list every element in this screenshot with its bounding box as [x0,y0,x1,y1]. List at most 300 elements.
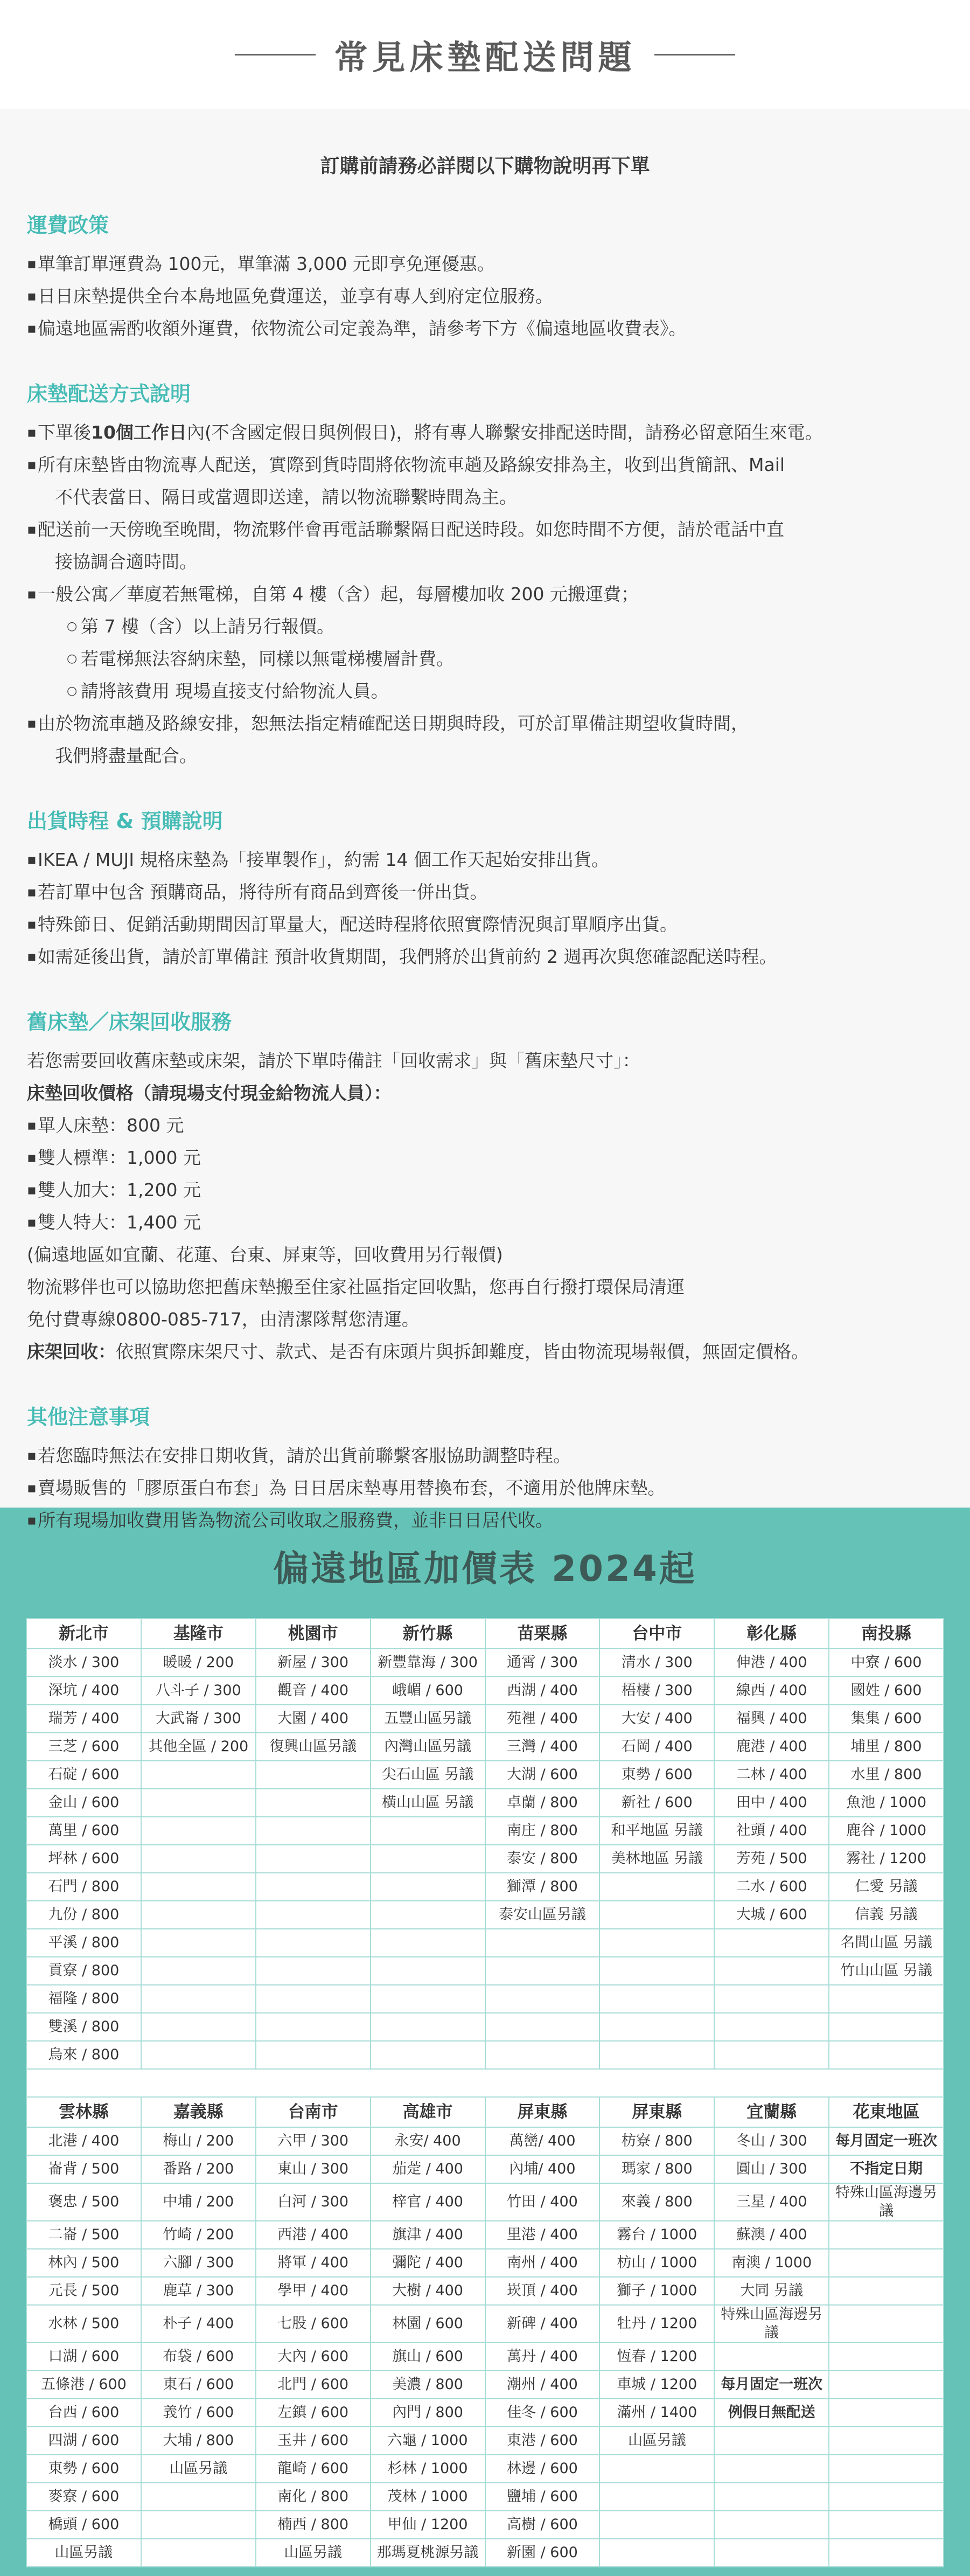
table-cell: 北門 / 600 [256,2371,371,2399]
table-cell [485,1929,600,1957]
table-cell: 大樹 / 400 [371,2277,485,2305]
table-spacer-row [26,2069,944,2097]
table-cell [829,2041,944,2069]
table-cell: 蘇澳 / 400 [714,2221,829,2249]
table-cell: 二水 / 600 [714,1873,829,1901]
table-cell: 南州 / 400 [485,2249,600,2277]
table-cell [599,2013,714,2041]
table-cell: 車城 / 1200 [599,2371,714,2399]
table-row [26,2127,944,2155]
table-cell: 名間山區 另議 [829,1929,944,1957]
intro-notice: 訂購前請務必詳閱以下購物說明再下單 [320,155,650,177]
table-cell [256,1873,371,1901]
table-cell [714,1929,829,1957]
table-cell [829,1985,944,2013]
table-cell [829,2343,944,2371]
table-cell: 東港 / 600 [485,2427,600,2455]
table-cell: 林內 / 500 [26,2249,141,2277]
table-cell: 國姓 / 600 [829,1677,944,1705]
table-cell [141,2041,256,2069]
table-cell: 大武崙 / 300 [141,1705,256,1733]
table-cell: 清水 / 300 [599,1649,714,1677]
table-cell: 永安/ 400 [371,2127,485,2155]
table-cell [371,1901,485,1929]
table-cell: 三灣 / 400 [485,1733,600,1761]
table-row [26,2455,944,2483]
table-cell [141,1985,256,2013]
table-cell [141,2013,256,2041]
region-header: 台中市 [599,1619,714,1649]
table-cell: 三星 / 400 [714,2183,829,2221]
table-cell: 大城 / 600 [714,1901,829,1929]
table-cell: 芳苑 / 500 [714,1845,829,1873]
table-cell: 玉井 / 600 [256,2427,371,2455]
table-cell: 麥寮 / 600 [26,2483,141,2511]
table-cell: 茂林 / 1000 [371,2483,485,2511]
table-cell [141,1957,256,1985]
table-row [26,1705,944,1733]
list-item: ▪ 賣場販售的「膠原蛋白布套」為 日日居床墊專用替換布套，不適用於他牌床墊。 [27,1472,943,1504]
table-cell: 五條港 / 600 [26,2371,141,2399]
region-header: 彰化縣 [714,1619,829,1649]
table-cell [829,2511,944,2539]
table-cell [256,1789,371,1817]
page-title: 常見床墊配送問題 [334,37,636,77]
page-header [0,0,970,109]
region-header: 屏東縣 [485,2097,600,2127]
table-cell: 水林 / 500 [26,2305,141,2343]
table-cell: 大安 / 400 [599,1705,714,1733]
table-cell [371,1985,485,2013]
delivery-section [27,377,943,772]
table-cell [714,1985,829,2013]
table-row [26,2539,944,2567]
table-cell [256,1761,371,1789]
table-row [26,2013,944,2041]
table-cell [371,1873,485,1901]
list-item [27,416,943,449]
remote-area-rate-section [0,1508,970,2576]
recycle-note-hotline: 免付費專線0800-085-717，由清潔隊幫您清運。 [27,1309,420,1330]
table-cell: 西湖 / 400 [485,1677,600,1705]
table-cell [371,2041,485,2069]
recycle-title: 舊床墊／床架回收服務 [27,1010,232,1034]
table-cell [141,2511,256,2539]
table-cell: 三芝 / 600 [26,1733,141,1761]
region-header: 桃園市 [256,1619,371,1649]
table-cell: 鹿港 / 400 [714,1733,829,1761]
table-row [26,1873,944,1901]
table-cell: 竹田 / 400 [485,2183,600,2221]
table-cell [256,1929,371,1957]
table-row [26,2511,944,2539]
table-cell [256,1957,371,1985]
list-item: ▪ 所有床墊皆由物流專人配送，實際到貨時間將依物流車趟及路線安排為主，收到出貨簡訊、Mail [27,449,943,481]
table-cell: 白河 / 300 [256,2183,371,2221]
others-section [27,1400,943,1537]
table-cell: 九份 / 800 [26,1901,141,1929]
list-item: ▪ 單筆訂單運費為 100元，單筆滿 3,000 元即享免運優惠。 [27,248,943,280]
region-header: 台南市 [256,2097,371,2127]
table-cell: 通霄 / 300 [485,1649,600,1677]
table-cell: 冬山 / 300 [714,2127,829,2155]
table-cell [714,2041,829,2069]
table-row [26,2371,944,2399]
recycle-note-community: 物流夥伴也可以協助您把舊床墊搬至住家社區指定回收點，您再自行撥打環保局清運 [27,1276,685,1297]
table-cell [829,2539,944,2567]
rate-table-title: 偏遠地區加價表 2024起 [273,1548,697,1589]
table-cell [714,2455,829,2483]
recycle-section [27,1005,943,1368]
table-cell: 新社 / 600 [599,1789,714,1817]
table-cell: 特殊山區海邊另議 [829,2183,944,2221]
table-row [26,1761,944,1789]
table-cell: 口湖 / 600 [26,2343,141,2371]
table-row [26,2427,944,2455]
table-cell: 水里 / 800 [829,1761,944,1789]
table-cell [599,2455,714,2483]
shipping-policy-list [27,248,943,345]
table-cell: 佳冬 / 600 [485,2399,600,2427]
table-cell [371,1957,485,1985]
table-cell: 褒忠 / 500 [26,2183,141,2221]
remote-area-rate-table [26,1618,944,2567]
table-cell [599,1957,714,1985]
table-cell: 暖暖 / 200 [141,1649,256,1677]
table-cell: 里港 / 400 [485,2221,600,2249]
sub-list-item: ○ 第 7 樓（含）以上請另行報價。 [27,610,943,643]
table-cell [141,1901,256,1929]
table-cell: 田中 / 400 [714,1789,829,1817]
table-cell [141,2483,256,2511]
table-cell [256,1817,371,1845]
table-cell: 四湖 / 600 [26,2427,141,2455]
table-cell: 尖石山區 另議 [371,1761,485,1789]
table-cell: 石碇 / 600 [26,1761,141,1789]
region-header: 南投縣 [829,1619,944,1649]
table-cell [485,1957,600,1985]
table-row [26,2041,944,2069]
region-header: 苗栗縣 [485,1619,600,1649]
table-cell: 社頭 / 400 [714,1817,829,1845]
table-cell: 美林地區 另議 [599,1845,714,1873]
table-cell: 例假日無配送 [714,2399,829,2427]
table-cell: 復興山區另議 [256,1733,371,1761]
table-cell: 中埔 / 200 [141,2183,256,2221]
table-cell: 南化 / 800 [256,2483,371,2511]
region-header: 嘉義縣 [141,2097,256,2127]
table-cell: 旗山 / 600 [371,2343,485,2371]
recycle-price-title: 床墊回收價格（請現場支付現金給物流人員）： [27,1082,392,1103]
table-cell: 六腳 / 300 [141,2249,256,2277]
table-cell: 伸港 / 400 [714,1649,829,1677]
table-cell [829,2455,944,2483]
table-cell: 獅子 / 1000 [599,2277,714,2305]
region-header: 花東地區 [829,2097,944,2127]
table-cell: 深坑 / 400 [26,1677,141,1705]
table-row [26,2343,944,2371]
table-cell: 番路 / 200 [141,2155,256,2183]
table-cell [256,1845,371,1873]
table-cell: 福隆 / 800 [26,1985,141,2013]
region-header: 高雄市 [371,2097,485,2127]
table-cell: 中寮 / 600 [829,1649,944,1677]
table-row [26,1817,944,1845]
table-cell [829,2427,944,2455]
table-cell [829,2399,944,2427]
table-cell [599,2483,714,2511]
table-cell: 來義 / 800 [599,2183,714,2221]
table-cell [714,2511,829,2539]
table-cell: 西港 / 400 [256,2221,371,2249]
list-item: ▪ 偏遠地區需酌收額外運費，依物流公司定義為準，請參考下方《偏遠地區收費表》。 [27,313,943,345]
table-cell: 鹿谷 / 1000 [829,1817,944,1845]
table-cell [714,2343,829,2371]
table-cell [141,2539,256,2567]
table-cell: 學甲 / 400 [256,2277,371,2305]
delivery-working-days: 10個工作日 [91,422,187,443]
table-cell: 甲仙 / 1200 [371,2511,485,2539]
table-cell [714,2483,829,2511]
region-header: 雲林縣 [26,2097,141,2127]
preorder-list [27,844,943,973]
table-cell [141,1929,256,1957]
table-cell: 泰安 / 800 [485,1845,600,1873]
list-item: ▪ 若訂單中包含 預購商品，將待所有商品到齊後一併出貨。 [27,876,943,908]
table-row [26,1845,944,1873]
region-header: 新北市 [26,1619,141,1649]
list-item: ▪ 雙人特大：1,400 元 [27,1206,943,1239]
table-cell: 淡水 / 300 [26,1649,141,1677]
table-cell: 那瑪夏桃源另議 [371,2539,485,2567]
table-cell: 南澳 / 1000 [714,2249,829,2277]
table-cell: 大同 另議 [714,2277,829,2305]
table-cell [141,1817,256,1845]
table-cell [485,2041,600,2069]
table-cell: 山區另議 [256,2539,371,2567]
table-cell [371,1817,485,1845]
table-cell: 北港 / 400 [26,2127,141,2155]
sub-list-item: ○ 若電梯無法容納床墊，同樣以無電梯樓層計費。 [27,643,943,675]
table-cell: 美濃 / 800 [371,2371,485,2399]
table-cell [371,1845,485,1873]
list-item-continued: 不代表當日、隔日或當週即送達，請以物流聯繫時間為主。 [55,487,517,508]
list-item: ▪ 一般公寓／華廈若無電梯，自第 4 樓（含）起，每層樓加收 200 元搬運費； [27,578,943,610]
recycle-intro: 若您需要回收舊床墊或床架，請於下單時備註「回收需求」與「舊床墊尺寸」： [27,1050,640,1071]
info-content [0,109,970,1531]
table-cell: 瑞芳 / 400 [26,1705,141,1733]
table-cell [599,2539,714,2567]
table-cell [829,2249,944,2277]
table-cell: 魚池 / 1000 [829,1789,944,1817]
table-row [26,1985,944,2013]
table-cell [829,2013,944,2041]
delivery-title: 床墊配送方式說明 [27,382,191,406]
list-item-continued: 我們將盡量配合。 [55,745,197,766]
table-cell: 內埔/ 400 [485,2155,600,2183]
table-cell [256,2041,371,2069]
table-cell: 梧棲 / 300 [599,1677,714,1705]
list-item: ▪ 特殊節日、促銷活動期間因訂單量大，配送時程將依照實際情況與訂單順序出貨。 [27,908,943,941]
table-cell: 二崙 / 500 [26,2221,141,2249]
delivery-item1-suffix: 內(不含國定假日與例假日)，將有專人聯繫安排配送時間，請務必留意陌生來電。 [186,422,823,443]
table-cell [829,2221,944,2249]
table-cell: 朴子 / 400 [141,2305,256,2343]
table-cell: 石岡 / 400 [599,1733,714,1761]
table-cell: 峨嵋 / 600 [371,1677,485,1705]
table-cell: 崙背 / 500 [26,2155,141,2183]
table-cell: 瑪家 / 800 [599,2155,714,2183]
table-cell: 每月固定一班次 [829,2127,944,2155]
table-cell [599,2041,714,2069]
recycle-frame-text: 依照實際床架尺寸、款式、是否有床頭片與拆卸難度，皆由物流現場報價，無固定價格。 [116,1341,809,1362]
list-item-continued: 接協調合適時間。 [55,551,197,572]
table-cell [714,2427,829,2455]
table-cell: 獅潭 / 800 [485,1873,600,1901]
recycle-price-list [27,1109,943,1239]
table-cell: 東勢 / 600 [26,2455,141,2483]
others-list [27,1440,943,1537]
table-cell: 霧社 / 1200 [829,1845,944,1873]
table-cell: 杉林 / 1000 [371,2455,485,2483]
table-cell: 新屋 / 300 [256,1649,371,1677]
sub-list-item: ○ 請將該費用 現場直接支付給物流人員。 [27,675,943,707]
table-cell: 山區另議 [599,2427,714,2455]
table-cell: 六甲 / 300 [256,2127,371,2155]
recycle-note-remote: (偏遠地區如宜蘭、花蓮、台東、屏東等，回收費用另行報價) [27,1244,503,1265]
table-cell [829,2371,944,2399]
table-cell: 金山 / 600 [26,1789,141,1817]
list-item: ▪ 雙人標準：1,000 元 [27,1142,943,1174]
table-cell: 信義 另議 [829,1901,944,1929]
table-row [26,1649,944,1677]
table-cell [829,2305,944,2343]
table-cell: 龍崎 / 600 [256,2455,371,2483]
table-cell [599,1985,714,2013]
table-cell: 新豐靠海 / 300 [371,1649,485,1677]
region-header: 基隆市 [141,1619,256,1649]
table-cell: 坪林 / 600 [26,1845,141,1873]
table-cell [714,2539,829,2567]
table-cell: 貢寮 / 800 [26,1957,141,1985]
region-header: 宜蘭縣 [714,2097,829,2127]
list-item: ▪ 配送前一天傍晚至晚間，物流夥伴會再電話聯繫隔日配送時段。如您時間不方便，請於電話中直 [27,513,943,546]
table-cell: 不指定日期 [829,2155,944,2183]
header-right-rule [654,54,735,55]
table-cell: 特殊山區海邊另議 [714,2305,829,2343]
table-cell: 林邊 / 600 [485,2455,600,2483]
table-header-row [26,2097,944,2127]
table-cell: 梓官 / 400 [371,2183,485,2221]
table-header-row [26,1619,944,1649]
table-cell [141,1761,256,1789]
table-cell: 山區另議 [141,2455,256,2483]
table-cell: 橫山山區 另議 [371,1789,485,1817]
table-cell: 平溪 / 800 [26,1929,141,1957]
table-row [26,2277,944,2305]
table-row [26,2483,944,2511]
list-item: ▪ 由於物流車趟及路線安排，恕無法指定精確配送日期與時段，可於訂單備註期望收貨時間， [27,707,943,740]
list-item: ▪ 單人床墊：800 元 [27,1109,943,1142]
delivery-item1-prefix: 下單後 [38,422,91,443]
recycle-frame-label: 床架回收： [27,1341,116,1362]
table-cell: 仁愛 另議 [829,1873,944,1901]
others-title: 其他注意事項 [27,1405,150,1429]
table-cell: 集集 / 600 [829,1705,944,1733]
table-cell: 牡丹 / 1200 [599,2305,714,2343]
table-cell: 萬巒/ 400 [485,2127,600,2155]
table-cell [599,1873,714,1901]
table-cell: 大園 / 400 [256,1705,371,1733]
table-cell [829,2483,944,2511]
table-cell: 每月固定一班次 [714,2371,829,2399]
table-cell: 內門 / 800 [371,2399,485,2427]
table-cell: 布袋 / 600 [141,2343,256,2371]
table-cell: 新碑 / 400 [485,2305,600,2343]
table-row [26,1677,944,1705]
table-cell: 竹崎 / 200 [141,2221,256,2249]
table-cell: 南庄 / 800 [485,1817,600,1845]
table-cell: 崁頂 / 400 [485,2277,600,2305]
table-cell: 六龜 / 1000 [371,2427,485,2455]
table-cell: 內灣山區另議 [371,1733,485,1761]
table-cell [829,2277,944,2305]
table-cell: 山區另議 [26,2539,141,2567]
table-cell: 八斗子 / 300 [141,1677,256,1705]
table-cell: 雙溪 / 800 [26,2013,141,2041]
table-cell [141,1845,256,1873]
table-row [26,2399,944,2427]
table-cell: 觀音 / 400 [256,1677,371,1705]
table-cell: 東石 / 600 [141,2371,256,2399]
region-header: 屏東縣 [599,2097,714,2127]
table-cell: 埔里 / 800 [829,1733,944,1761]
table-row [26,2305,944,2343]
table-row [26,2155,944,2183]
list-item: ▪ IKEA / MUJI 規格床墊為「接單製作」，約需 14 個工作天起始安排出貨。 [27,844,943,876]
table-cell [256,2013,371,2041]
table-cell: 烏來 / 800 [26,2041,141,2069]
table-cell: 新園 / 600 [485,2539,600,2567]
table-cell: 霧台 / 1000 [599,2221,714,2249]
table-cell: 台西 / 600 [26,2399,141,2427]
delivery-list [27,416,943,772]
table-cell [599,1929,714,1957]
table-cell [141,1873,256,1901]
table-cell: 苑裡 / 400 [485,1705,600,1733]
table-row [26,1901,944,1929]
table-row [26,2249,944,2277]
table-cell [485,1985,600,2013]
table-cell: 鹽埔 / 600 [485,2483,600,2511]
table-cell: 恆春 / 1200 [599,2343,714,2371]
table-cell: 和平地區 另議 [599,1817,714,1845]
table-cell: 高樹 / 600 [485,2511,600,2539]
table-cell: 圓山 / 300 [714,2155,829,2183]
table-spacer [26,2069,944,2097]
table-cell: 旗津 / 400 [371,2221,485,2249]
table-cell: 義竹 / 600 [141,2399,256,2427]
table-cell: 潮州 / 400 [485,2371,600,2399]
table-cell: 大埔 / 800 [141,2427,256,2455]
table-cell [714,1957,829,1985]
table-cell: 七股 / 600 [256,2305,371,2343]
table-cell: 泰安山區另議 [485,1901,600,1929]
list-item: ▪ 如需延後出貨，請於訂單備註 預計收貨期間，我們將於出貨前約 2 週再次與您確認配送時程。 [27,941,943,973]
table-cell: 林園 / 600 [371,2305,485,2343]
table-cell: 楠西 / 800 [256,2511,371,2539]
table-cell: 東勢 / 600 [599,1761,714,1789]
